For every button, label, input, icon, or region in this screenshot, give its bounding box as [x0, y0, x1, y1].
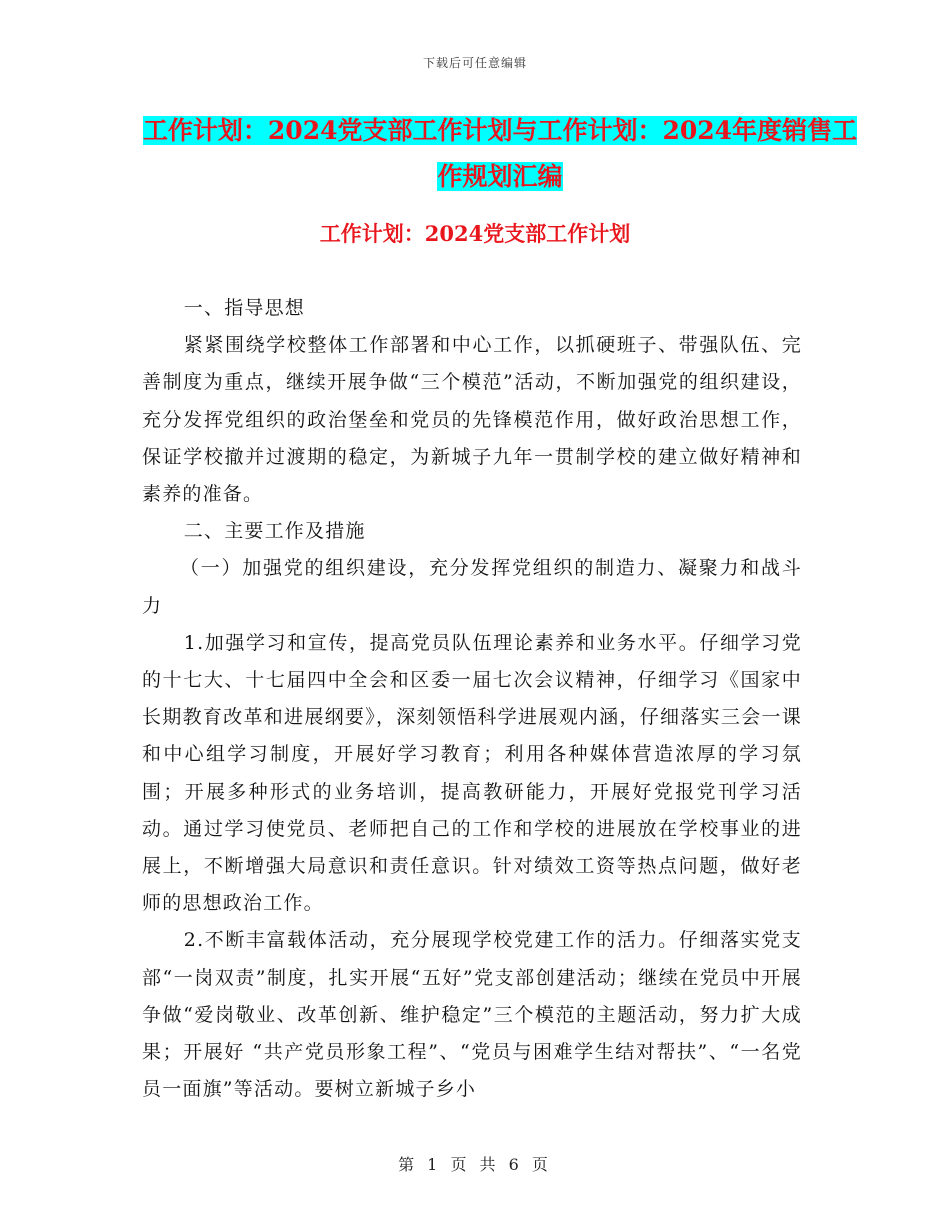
- heading-guiding-ideology: 一、指导思想: [183, 297, 305, 319]
- paragraph-carrier-activities: 2.不断丰富载体活动，充分展现学校党建工作的活力。仔细落实党支部“一岗双责”制度，扎实开展“五好”党支部创建活动；继续在党员中开展争做“爱岗敬业、改革创新、维护稳定”三个模范的主题活动，努力扩大成果；开展好 “共产党员形象工程”、“党员与困难学生结对帮扶”、“一名党员一面旗”等活动。要树立新城子乡小: [142, 929, 802, 1101]
- header-note: 下载后可任意编辑: [422, 56, 527, 70]
- document-body: [142, 290, 802, 1108]
- heading-party-organization: （一）加强党的组织建设，充分发挥党组织的制造力、凝聚力和战斗力: [142, 557, 802, 617]
- main-title: [140, 108, 860, 200]
- section-title: 工作计划：2024党支部工作计划: [319, 221, 631, 246]
- paragraph-guiding-ideology: 紧紧围绕学校整体工作部署和中心工作，以抓硬班子、带强队伍、完善制度为重点，继续开展争做“三个模范”活动，不断加强党的组织建设，充分发挥党组织的政治堡垒和党员的先锋模范作用，做好政治思想工作，保证学校撤并过渡期的稳定，为新城子九年一贯制学校的建立做好精神和素养的准备。: [142, 334, 802, 506]
- heading-main-work: 二、主要工作及措施: [183, 520, 366, 543]
- page-footer: 第 1 页 共 6 页: [398, 1155, 552, 1174]
- main-title-text: 工作计划：2024党支部工作计划与工作计划：2024年度销售工作规划汇编: [142, 116, 858, 191]
- paragraph-study-and-publicity: 1.加强学习和宣传，提高党员队伍理论素养和业务水平。仔细学习党的十七大、十七届四中全会和区委一届七次会议精神，仔细学习《国家中长期教育改革和进展纲要》，深刻领悟科学进展观内涵，仔细落实三会一课和中心组学习制度，开展好学习教育；利用各种媒体营造浓厚的学习氛围；开展多种形式的业务培训，提高教研能力，开展好党报党刊学习活动。通过学习使党员、老师把自己的工作和学校的进展放在学校事业的进展上，不断增强大局意识和责任意识。针对绩效工资等热点问题，做好老师的思想政治工作。: [142, 631, 802, 915]
